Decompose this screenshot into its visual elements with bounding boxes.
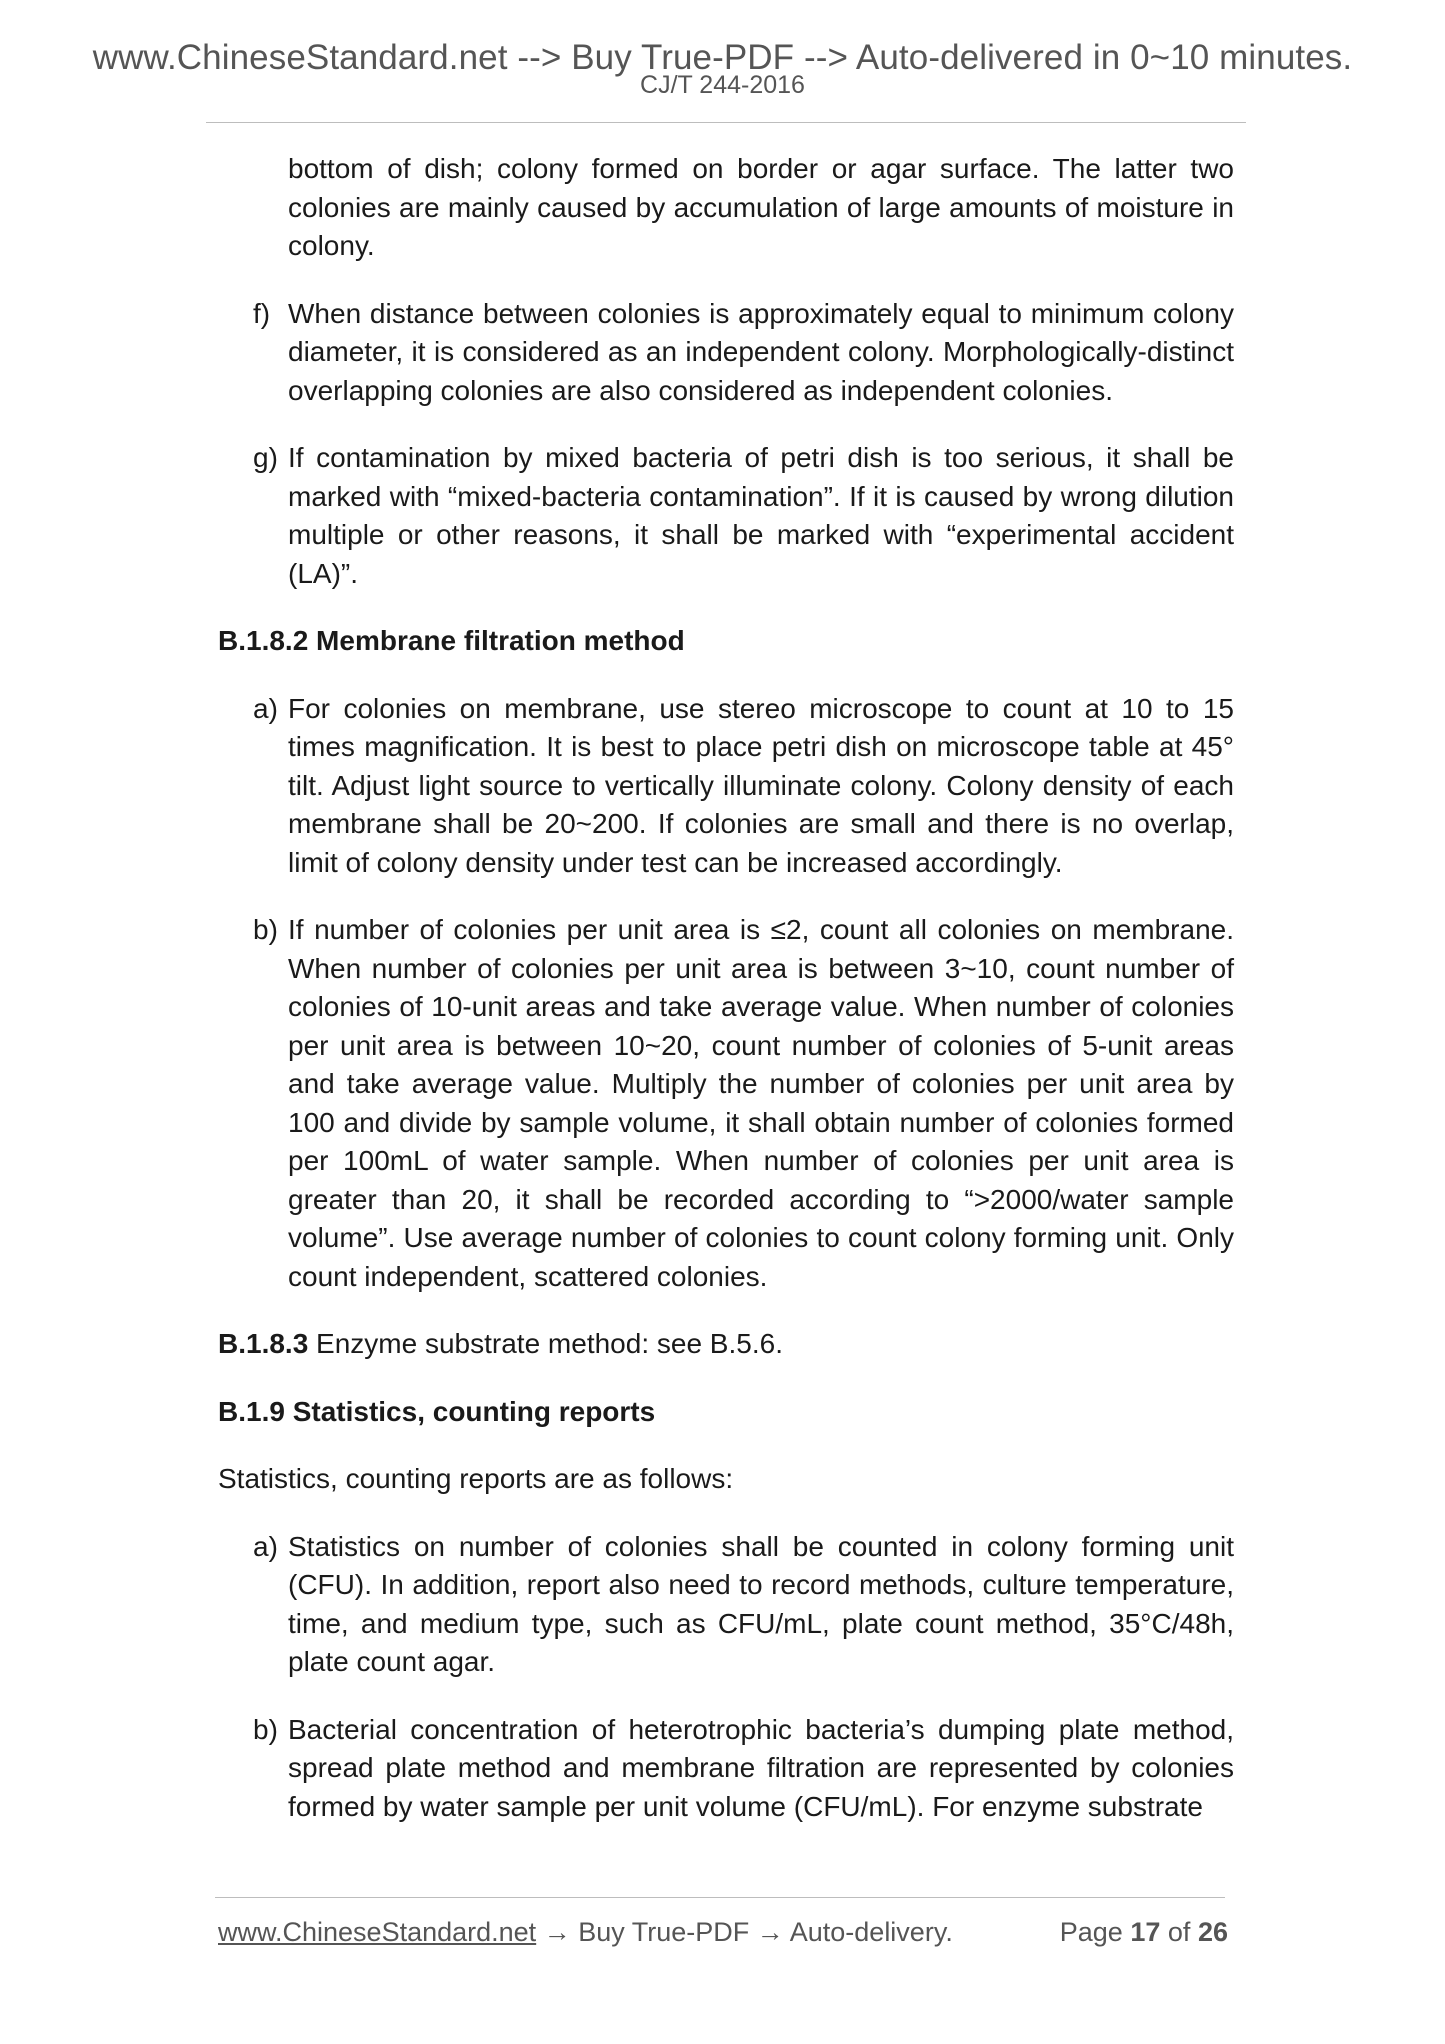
page-label: Page	[1059, 1917, 1123, 1947]
section-text: Enzyme substrate method: see B.5.6.	[308, 1328, 783, 1359]
page-number: 17	[1130, 1917, 1161, 1947]
section-heading-b182: B.1.8.2 Membrane filtration method	[218, 625, 685, 656]
list-item-text: If number of colonies per unit area is ≤2, count all colonies on membrane. When number of colonies per unit area is between 3~10, count number of colonies of 10-unit areas and take average value. When number of colonies per unit area is between 10~20, count number of colonies of 5-unit areas and take average value. Multiply the number of colonies per unit area by 100 and divide by sample volume, it shall obtain number of colonies formed per 100mL of water sample. When number of colonies per unit area is greater than 20, it shall be recorded according to “>2000/water sample volume”. Use average number of colonies to count colony forming unit. Only count independent, scattered colonies.	[288, 914, 1234, 1292]
footer-website-link[interactable]: www.ChineseStandard.net	[218, 1917, 537, 1947]
list-item-f	[218, 295, 1234, 411]
total-pages: 26	[1197, 1917, 1228, 1947]
list-item-text: For colonies on membrane, use stereo microscope to count at 10 to 15 times magnification. It is best to place petri dish on microscope table at 45° tilt. Adjust light source to vertically illuminate colony. Colony density of each membrane shall be 20~200. If colonies are small and there is no overlap, limit of colony density under test can be increased accordingly.	[288, 692, 1234, 878]
header-banner: www.ChineseStandard.net --> Buy True-PDF --> Auto-delivered in 0~10 minutes.	[92, 38, 1353, 77]
page-content	[218, 150, 1234, 1855]
page-counter	[1060, 1915, 1228, 1949]
footer-promo	[218, 1915, 953, 1949]
list-item-text: When distance between colonies is approximately equal to minimum colony diameter, it is considered as an independent colony. Morphologically-distinct overlapping colonies are also considered as independent colonies.	[288, 297, 1234, 406]
list-item-text: Bacterial concentration of heterotrophic bacteria’s dumping plate method, spread plate method and membrane filtration are represented by colonies formed by water sample per unit volume (CFU/mL). For enzyme substrate	[288, 1713, 1234, 1822]
list-marker: a)	[253, 692, 278, 724]
page-header	[0, 38, 1445, 98]
list-item-b19-b	[218, 1711, 1234, 1827]
list-item-b182-b	[218, 911, 1234, 1296]
list-item-text: bottom of dish; colony formed on border or agar surface. The latter two colonies are mainly caused by accumulation of large amounts of moisture in colony.	[288, 153, 1234, 261]
list-marker: a)	[253, 1530, 278, 1562]
list-item-text: If contamination by mixed bacteria of petri dish is too serious, it shall be marked with “mixed-bacteria contamination”. If it is caused by wrong dilution multiple or other reasons, it shall be marked with “experimental accident (LA)”.	[288, 442, 1234, 589]
list-marker: g)	[253, 442, 278, 473]
list-marker: b)	[253, 1713, 278, 1745]
list-item-text: Statistics on number of colonies shall be counted in colony forming unit (CFU). In addition, report also need to record methods, culture temperature, time, and medium type, such as CFU/mL, plate count method, 35°C/48h, plate count agar.	[288, 1530, 1234, 1677]
footer-promo-text: → Buy True-PDF → Auto-delivery.	[536, 1917, 953, 1947]
section-b183	[218, 1325, 1234, 1364]
list-marker: f)	[253, 297, 271, 329]
of-label: of	[1167, 1917, 1191, 1947]
footer-divider	[215, 1897, 1225, 1898]
section-heading-b19: B.1.9 Statistics, counting reports	[218, 1395, 656, 1427]
header-divider	[206, 122, 1246, 123]
list-item-e-continued	[218, 150, 1234, 266]
section-number: B.1.8.3	[218, 1328, 309, 1359]
document-code: CJ/T 244-2016	[640, 71, 805, 99]
list-item-b19-a	[218, 1528, 1234, 1682]
section-intro: Statistics, counting reports are as follows:	[218, 1463, 734, 1494]
list-item-g	[218, 439, 1234, 593]
list-marker: b)	[253, 914, 278, 945]
list-item-b182-a	[218, 690, 1234, 883]
